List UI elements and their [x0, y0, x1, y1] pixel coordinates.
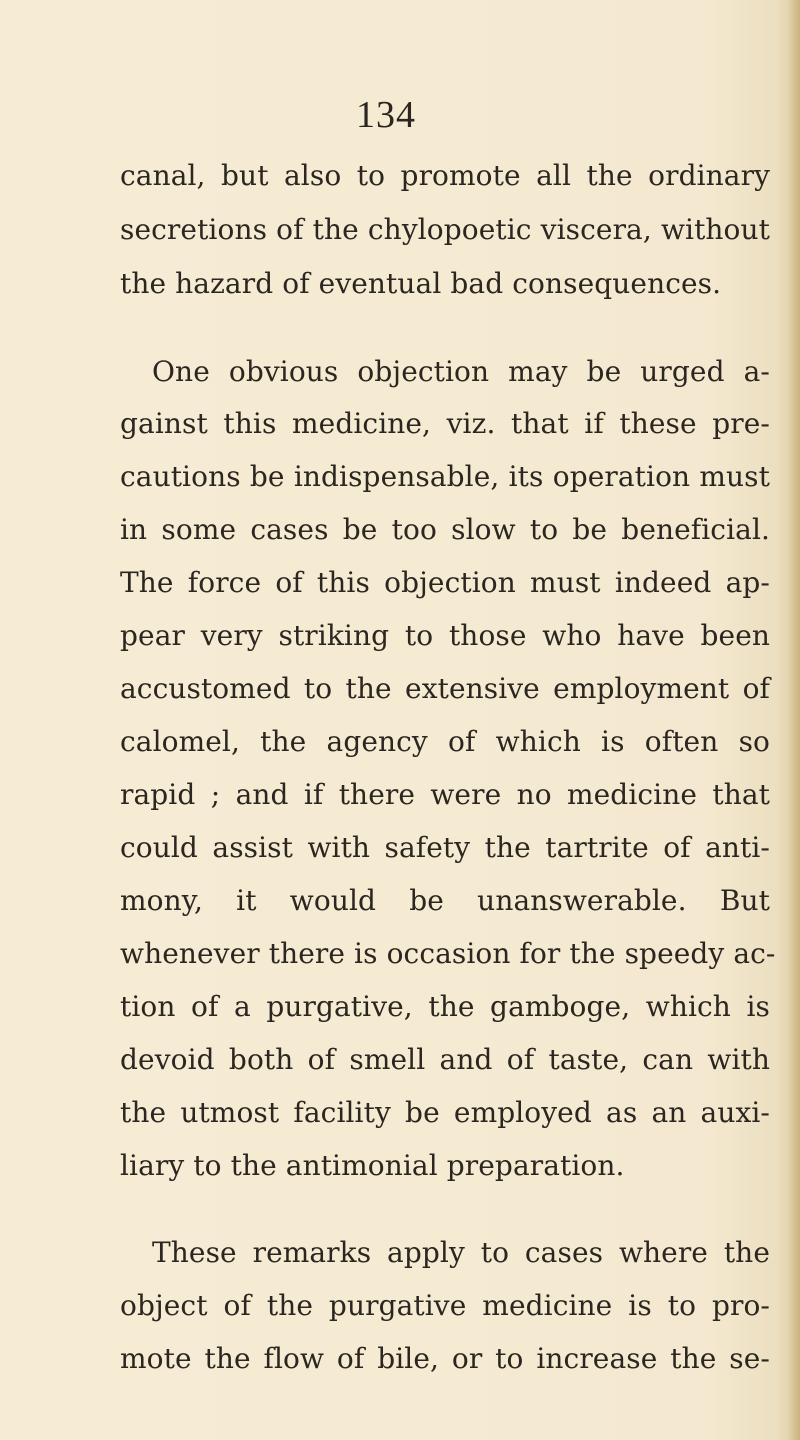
- text-line: mote the flow of bile, or to increase the se-: [120, 1342, 770, 1375]
- page-number: 134: [356, 94, 416, 136]
- text-line: in some cases be too slow to be beneficial.: [120, 513, 770, 546]
- text-line: cautions be indispensable, its operation must: [120, 460, 770, 493]
- text-line: canal, but also to promote all the ordinary: [120, 159, 770, 192]
- text-line: mony, it would be unanswerable. But: [120, 884, 770, 917]
- text-line: pear very striking to those who have been: [120, 619, 770, 652]
- text-line: could assist with safety the tartrite of anti-: [120, 831, 770, 864]
- text-line: devoid both of smell and of taste, can with: [120, 1043, 770, 1076]
- text-line: the hazard of eventual bad consequences.: [120, 267, 722, 300]
- text-line: secretions of the chylopoetic viscera, without: [120, 213, 770, 246]
- text-line: liary to the antimonial preparation.: [120, 1149, 625, 1182]
- text-line: accustomed to the extensive employment of: [120, 672, 770, 705]
- text-line: rapid ; and if there were no medicine that: [120, 778, 770, 811]
- text-line: whenever there is occasion for the speedy ac-: [120, 937, 776, 970]
- text-line: One obvious objection may be urged a-: [152, 355, 770, 388]
- text-line: tion of a purgative, the gamboge, which is: [120, 990, 770, 1023]
- text-line: gainst this medicine, viz. that if these pre-: [120, 407, 770, 440]
- text-line: the utmost facility be employed as an auxi-: [120, 1096, 770, 1129]
- text-line: These remarks apply to cases where the: [152, 1236, 770, 1269]
- text-line: calomel, the agency of which is often so: [120, 725, 770, 758]
- text-line: object of the purgative medicine is to pro-: [120, 1289, 770, 1322]
- page-edge-shadow: [788, 0, 800, 1440]
- text-line: The force of this objection must indeed ap-: [120, 566, 770, 599]
